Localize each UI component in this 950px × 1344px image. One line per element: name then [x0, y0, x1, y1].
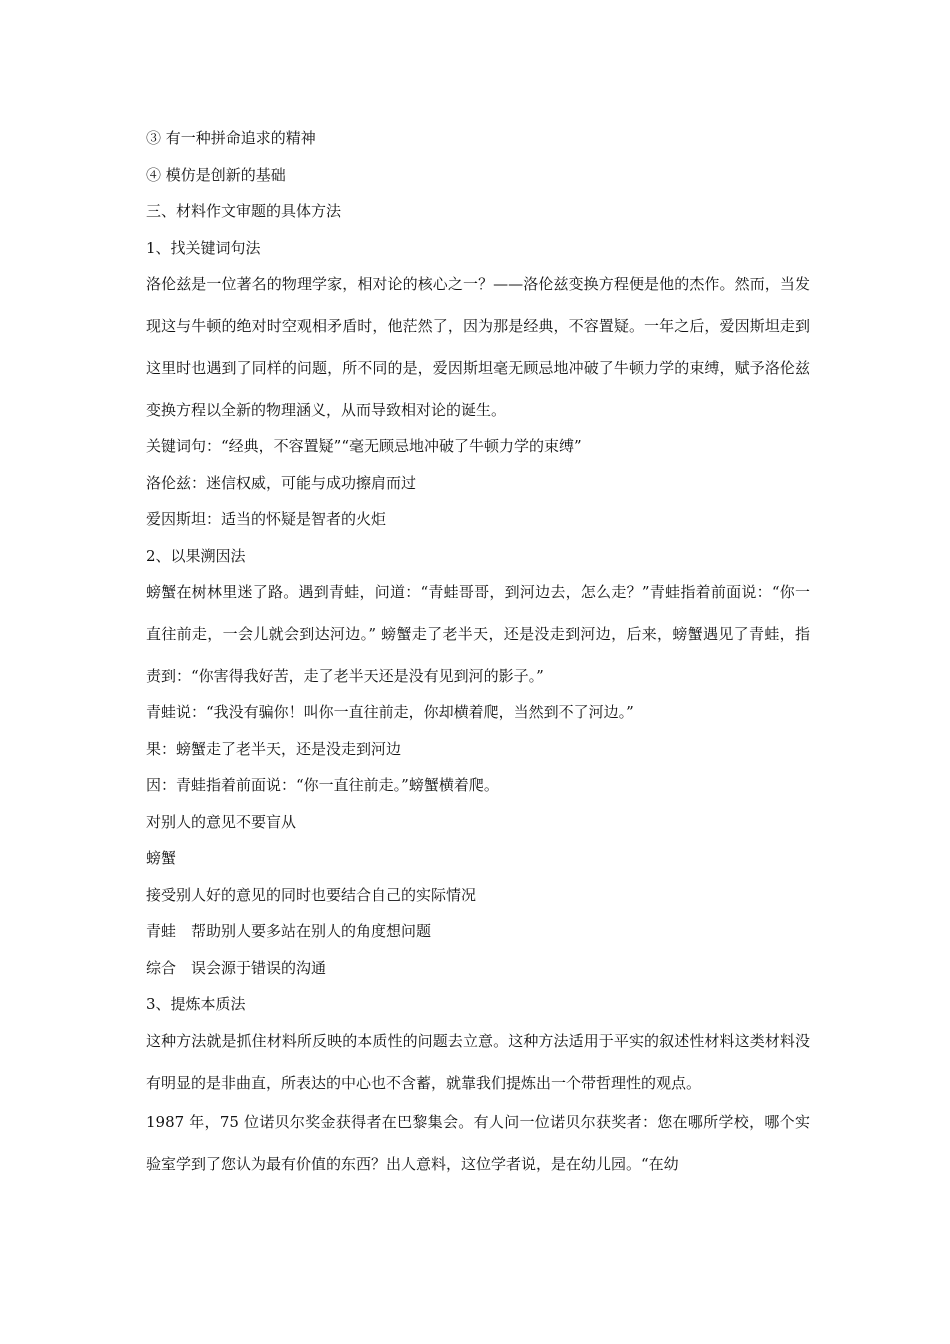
- list-item-4: ④ 模仿是创新的基础: [146, 165, 286, 184]
- lorentz-paragraph: 洛伦兹是一位著名的物理学家，相对论的核心之一？——洛伦兹变换方程便是他的杰作。然而，当发现这与牛顿的绝对时空观相矛盾时，他茫然了，因为那是经典，不容置疑。一年之后，爱因斯坦走到这里时也遇到了同样的问题，所不同的是，爱因斯坦毫无顾忌地冲破了牛顿力学的束缚，赋予洛伦兹变换方程以全新的物理涵义，从而导致相对论的诞生。: [146, 275, 810, 419]
- keywords-line: 关键词句：“经典，不容置疑”“毫无顾忌地冲破了牛顿力学的束缚”: [146, 437, 582, 455]
- summary-row: [146, 950, 810, 987]
- document-body: [146, 120, 810, 1182]
- lorentz-conclusion: 洛伦兹：迷信权威，可能与成功擦肩而过: [146, 473, 417, 492]
- frog-row: [146, 913, 810, 950]
- frog-label: 青蛙: [146, 922, 177, 940]
- list-item-3: ③ 有一种拼命追求的精神: [146, 129, 316, 147]
- lesson-line: 对别人的意见不要盲从: [146, 812, 297, 831]
- nobel-paragraph: 1987 年，75 位诺贝尔奖金获得者在巴黎集会。有人问一位诺贝尔获奖者：您在哪所学校，哪个实验室学到了您认为最有价值的东西？出人意料，这位学者说，是在幼儿园。“在幼: [146, 1112, 810, 1173]
- crab-lesson: 接受别人好的意见的同时也要结合自己的实际情况: [146, 885, 477, 904]
- summary-label: 综合: [146, 958, 177, 977]
- section-heading: 三、材料作文审题的具体方法: [146, 202, 342, 220]
- crab-story-paragraph: 螃蟹在树林里迷了路。遇到青蛙，问道：“青蛙哥哥，到河边去，怎么走？”青蛙指着前面说：“你一直往前走，一会儿就会到达河边。” 螃蟹走了老半天，还是没走到河边，后来，螃蟹遇见了青蛙，指责到：“你害得我好苦，走了老半天还是没有见到河的影子。”: [146, 583, 810, 685]
- method-heading-1: 1、找关键词句法: [146, 238, 261, 257]
- crab-label: 螃蟹: [146, 849, 177, 867]
- effect-line: 果：螃蟹走了老半天，还是没走到河边: [146, 739, 402, 758]
- frog-lesson: 帮助别人要多站在别人的角度想问题: [191, 922, 432, 940]
- cause-line: 因：青蛙指着前面说：“你一直往前走。”螃蟹横着爬。: [146, 776, 499, 794]
- frog-reply: 青蛙说：“我没有骗你！叫你一直往前走，你却横着爬，当然到不了河边。”: [146, 703, 634, 721]
- method-heading-3: 3、提炼本质法: [146, 995, 246, 1013]
- einstein-conclusion: 爱因斯坦：适当的怀疑是智者的火炬: [146, 510, 387, 528]
- method-description-paragraph: 这种方法就是抓住材料所反映的本质性的问题去立意。这种方法适用于平实的叙述性材料这类材料没有明显的是非曲直，所表达的中心也不含蓄，就靠我们提炼出一个带哲理性的观点。: [146, 1031, 810, 1092]
- summary-lesson: 误会源于错误的沟通: [191, 958, 327, 977]
- method-heading-2: 2、以果溯因法: [146, 546, 246, 565]
